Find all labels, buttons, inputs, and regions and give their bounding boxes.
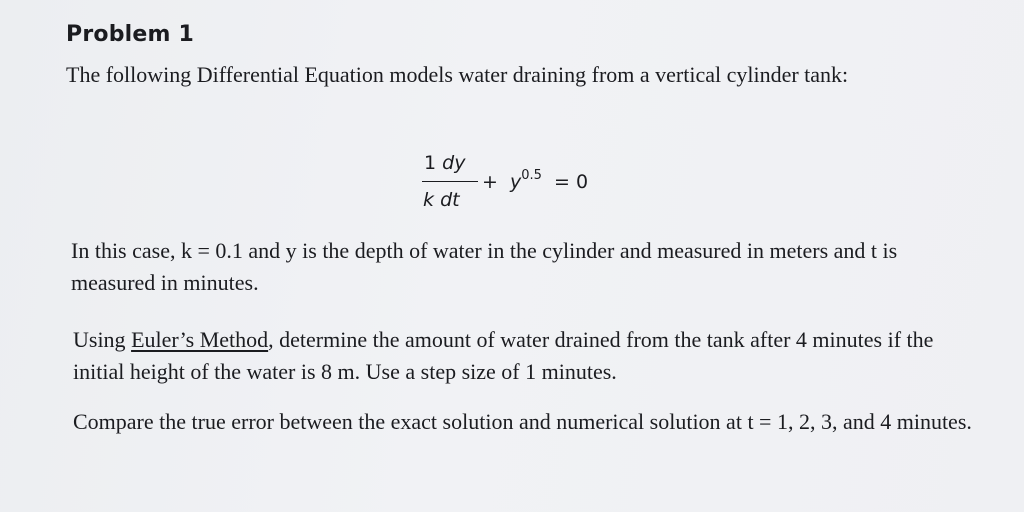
compare-paragraph: Compare the true error between the exact solution and numerical solution at t = 1, 2, 3, and 4 minutes. [73, 409, 972, 434]
euler-paragraph [73, 324, 973, 388]
euler-method-term: Euler’s Method [131, 327, 269, 352]
equals-zero: = 0 [554, 171, 589, 193]
denominator-coeff: k [423, 189, 435, 211]
euler-rest: , determine the amount of water drained from the tank after 4 minutes if the initial height of the water is 8 m. Use a step size of 1 minutes. [73, 327, 934, 384]
euler-prefix: Using [73, 327, 132, 352]
numerator-diff: dy [442, 152, 466, 174]
fraction-denominator [423, 189, 460, 211]
plus-sign: + [482, 171, 498, 193]
equation-rhs-part [482, 168, 589, 193]
denominator-diff: dt [440, 189, 460, 211]
numerator-coeff: 1 [424, 152, 437, 174]
problem-title: Problem 1 [66, 22, 194, 47]
intro-paragraph: The following Differential Equation models water draining from a vertical cylinder tank: [66, 62, 849, 87]
exponent: 0.5 [521, 168, 542, 183]
fraction-numerator [424, 152, 465, 174]
case-paragraph: In this case, k = 0.1 and y is the depth of water in the cylinder and measured in meters and t is measured in minutes. [71, 238, 898, 295]
variable-y: y [510, 171, 522, 193]
fraction-bar [422, 181, 478, 182]
